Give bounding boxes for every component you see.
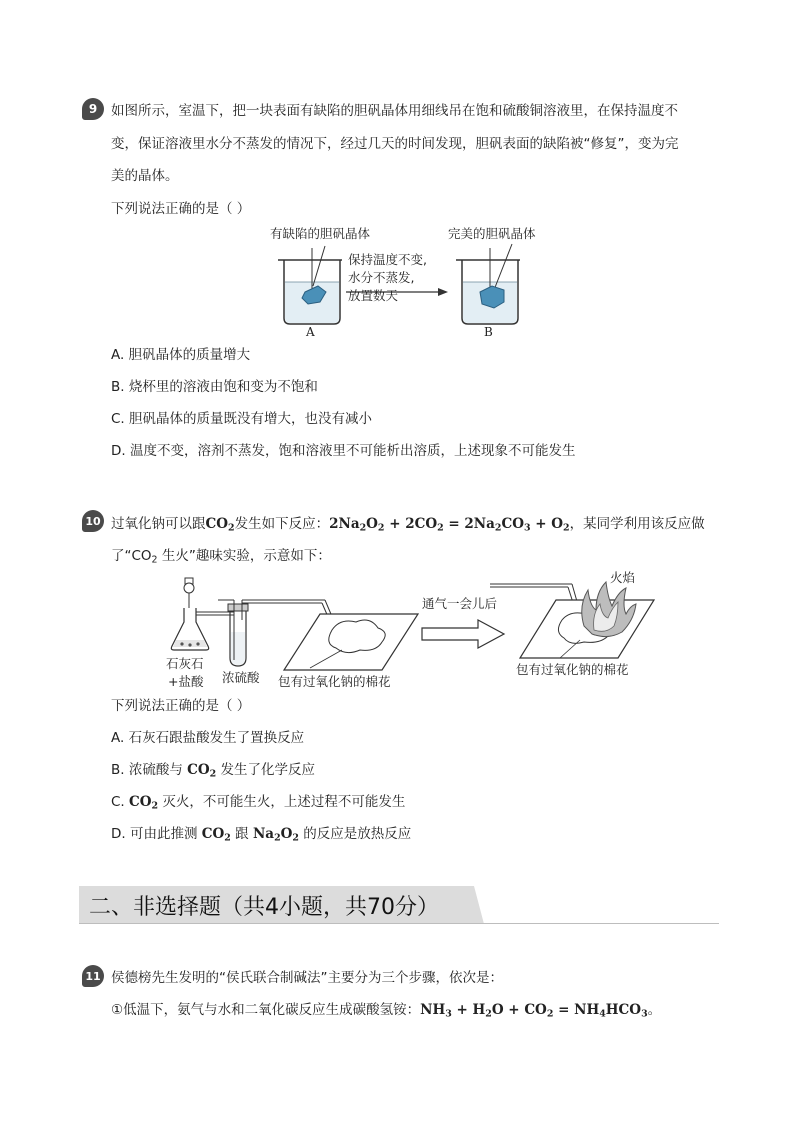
q10-label-cotton-left: 包有过氧化钠的棉花 <box>278 674 391 689</box>
beaker-a <box>278 246 342 324</box>
q10-label-cotton-right: 包有过氧化钠的棉花 <box>516 662 629 677</box>
q9-stem-line-1: 如图所示，室温下，把一块表面有缺陷的胆矾晶体用细线吊在饱和硫酸铜溶液里，在保持温度不 <box>111 103 678 119</box>
q10-stem-prefix: 过氧化钠可以跟 <box>111 516 206 532</box>
q9-arrow-text-3: 放置数天 <box>348 288 399 303</box>
q10-stem-suffix: ，某同学利用该反应做 <box>569 516 705 532</box>
q9-option-b[interactable]: B. 烧杯里的溶液由饱和变为不饱和 <box>111 379 318 395</box>
q9-stem-line-3: 美的晶体。 <box>111 168 179 184</box>
beaker-b <box>456 244 520 324</box>
q9-figure-crystal <box>260 220 560 340</box>
beaker-a-label: A <box>306 325 315 339</box>
q10-option-b[interactable]: B. 浓硫酸与 $CO_2$ 发生了化学反应 <box>111 762 316 780</box>
q10-stem-line-2: 了“$CO_2$ 生火”趣味实验，示意如下： <box>111 548 331 566</box>
q10-co2: $CO_2$ <box>205 516 235 534</box>
q11-stem: 侯德榜先生发明的“侯氏联合制碱法”主要分为三个步骤，依次是： <box>111 970 503 986</box>
q10-arrow-label: 通气一会儿后 <box>422 596 498 611</box>
q9-prompt: 下列说法正确的是（ ） <box>111 201 251 217</box>
q10-stem-mid: 发生如下反应： <box>234 516 330 532</box>
q9-option-a[interactable]: A. 胆矾晶体的质量增大 <box>111 347 251 363</box>
q10-equation: $2Na_2O_2 + 2CO_2 = 2Na_2CO_3 + O_2$ <box>329 516 570 534</box>
q10-figure-co2-fire <box>160 570 680 692</box>
q11-equation: $NH_3 + H_2O + CO_2 = NH_4HCO_3$ <box>420 1002 648 1020</box>
q10-label-acid: +盐酸 <box>168 674 204 689</box>
question-number-10: 10 <box>82 510 104 532</box>
q10-prompt: 下列说法正确的是（ ） <box>111 698 251 714</box>
q9-label-defective-crystal: 有缺陷的胆矾晶体 <box>270 226 371 241</box>
q10-stem-line-1 <box>111 514 705 538</box>
q9-option-d[interactable]: D. 温度不变，溶剂不蒸发，饱和溶液里不可能析出溶质，上述现象不可能发生 <box>111 443 576 459</box>
section-rule <box>79 923 719 924</box>
question-number-11: 11 <box>82 965 104 987</box>
q9-arrow-text-1: 保持温度不变, <box>348 252 427 267</box>
q10-flame-label: 火焰 <box>610 570 636 585</box>
section-title: 二、非选择题（共4小题，共70分） <box>89 895 439 920</box>
q10-option-d[interactable]: D. 可由此推测 $CO_2$ 跟 $Na_2O_2$ 的反应是放热反应 <box>111 826 412 844</box>
q9-arrow-text-2: 水分不蒸发, <box>348 270 415 285</box>
q9-option-c[interactable]: C. 胆矾晶体的质量既没有增大，也没有减小 <box>111 411 373 427</box>
q10-option-c[interactable]: C. $CO_2$ 灭火，不可能生火，上述过程不可能发生 <box>111 794 406 812</box>
q10-option-a[interactable]: A. 石灰石跟盐酸发生了置换反应 <box>111 730 305 746</box>
q11-step-1: ①低温下，氨气与水和二氧化碳反应生成碳酸氢铵：$NH_3 + H_2O + CO_2 = NH_4HCO_3$。 <box>111 1002 662 1020</box>
section-header-non-choice <box>79 886 719 924</box>
q10-label-limestone: 石灰石 <box>166 656 204 671</box>
q10-big-arrow <box>422 620 504 648</box>
beaker-b-label: B <box>484 325 493 339</box>
q9-label-perfect-crystal: 完美的胆矾晶体 <box>448 226 536 241</box>
flask-apparatus <box>171 578 218 650</box>
question-number-9: 9 <box>82 98 104 120</box>
q9-stem-line-2: 变，保证溶液里水分不蒸发的情况下，经过几天的时间发现，胆矾表面的缺陷被“修复”，变为完 <box>111 136 679 152</box>
q10-label-sulfuric-acid: 浓硫酸 <box>222 670 260 685</box>
